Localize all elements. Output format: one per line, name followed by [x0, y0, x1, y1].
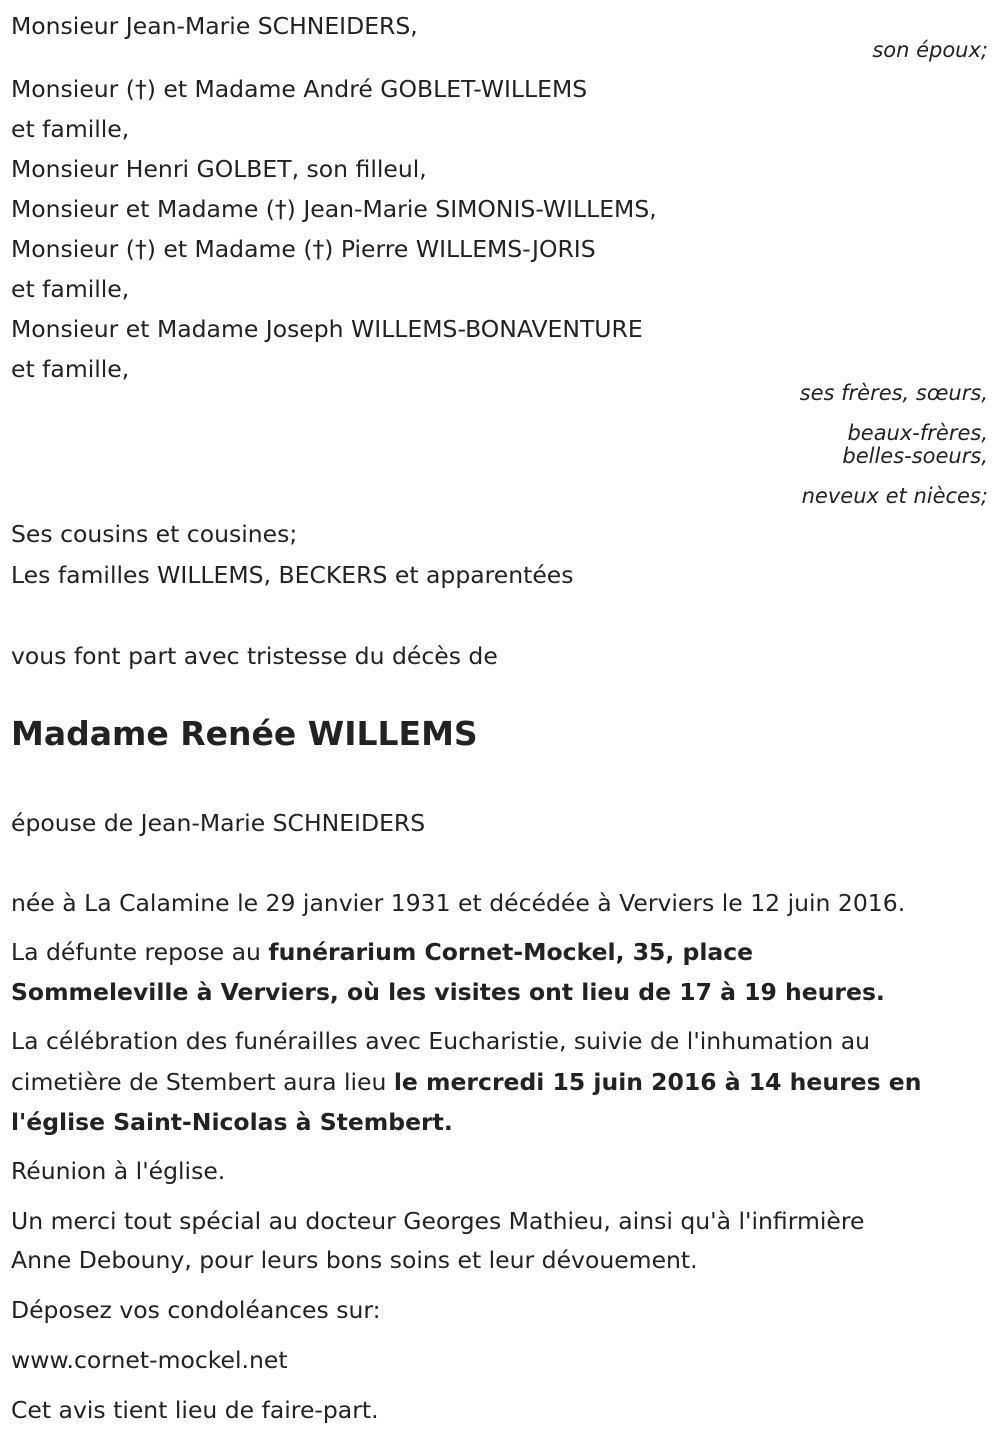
repose-location: funérarium Cornet-Mockel, 35, place — [268, 938, 754, 966]
role-in-laws-2: belles-soeurs, — [842, 444, 988, 468]
family-line-6: et famille, — [11, 275, 130, 303]
website-link[interactable]: www.cornet-mockel.net — [11, 1346, 288, 1374]
role-siblings: ses frères, sœurs, — [799, 381, 988, 405]
celebration-line-2 — [11, 1068, 921, 1096]
condolences-line: Déposez vos condoléances sur: — [11, 1296, 381, 1324]
thanks-line-2: Anne Debouny, pour leurs bons soins et leur dévouement. — [11, 1246, 698, 1274]
families-line: Les familles WILLEMS, BECKERS et apparentées — [11, 561, 574, 589]
spouse-line: épouse de Jean-Marie SCHNEIDERS — [11, 809, 426, 837]
family-line-1: Monsieur (†) et Madame André GOBLET-WILLEMS — [11, 75, 588, 103]
celebration-line-1: La célébration des funérailles avec Eucharistie, suivie de l'inhumation au — [11, 1027, 871, 1055]
repose-line-1 — [11, 938, 753, 966]
deceased-name: Madame Renée WILLEMS — [11, 714, 478, 753]
family-line-5: Monsieur (†) et Madame (†) Pierre WILLEMS-JORIS — [11, 235, 596, 263]
husband-role: son époux; — [872, 38, 988, 62]
repose-visits: Sommeleville à Verviers, où les visites ont lieu de 17 à 19 heures. — [11, 978, 885, 1006]
family-line-3: Monsieur Henri GOLBET, son filleul, — [11, 155, 427, 183]
family-line-8: et famille, — [11, 355, 130, 383]
celebration-prefix: cimetière de Stembert aura lieu — [11, 1068, 394, 1096]
celebration-date: le mercredi 15 juin 2016 à 14 heures en — [393, 1068, 922, 1096]
role-in-laws-1: beaux-frères, — [847, 421, 988, 445]
repose-prefix: La défunte repose au — [11, 938, 269, 966]
closing-line: Cet avis tient lieu de faire-part. — [11, 1396, 379, 1424]
birth-death-line: née à La Calamine le 29 janvier 1931 et décédée à Verviers le 12 juin 2016. — [11, 889, 906, 917]
family-line-7: Monsieur et Madame Joseph WILLEMS-BONAVENTURE — [11, 315, 643, 343]
announcement-intro: vous font part avec tristesse du décès de — [11, 642, 498, 670]
celebration-line-3 — [11, 1108, 453, 1136]
reunion-line: Réunion à l'église. — [11, 1157, 226, 1185]
family-line-4: Monsieur et Madame (†) Jean-Marie SIMONIS-WILLEMS, — [11, 195, 657, 223]
family-line-2: et famille, — [11, 115, 130, 143]
husband-name: Monsieur Jean-Marie SCHNEIDERS, — [11, 12, 418, 40]
cousins-line: Ses cousins et cousines; — [11, 520, 298, 548]
role-nephews: neveux et nièces; — [801, 484, 988, 508]
thanks-line-1: Un merci tout spécial au docteur Georges Mathieu, ainsi qu'à l'infirmière — [11, 1207, 865, 1235]
celebration-church: l'église Saint-Nicolas à Stembert. — [11, 1108, 453, 1136]
repose-line-2 — [11, 978, 885, 1006]
